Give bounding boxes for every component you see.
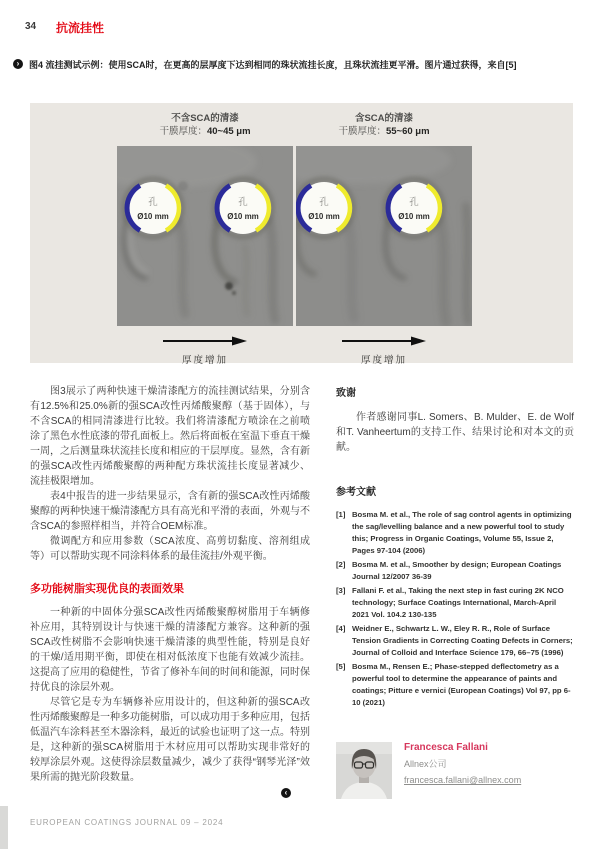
reference-text: Weidner E., Schwartz L. W., Eley R. R., Role of Surface Tension Gradients in Correcting Coating Defects in Corners; Journal of Colloid and Interface Science 179, 66–75 (1996) [352, 624, 573, 657]
thickness-arrow-block-right [296, 333, 472, 366]
hole-marker [214, 179, 272, 237]
acknowledgement-title: 致谢 [336, 388, 356, 399]
journal-footer: EUROPEAN COATINGS JOURNAL 09 – 2024 [30, 818, 224, 827]
reference-text: Bosma M. et al., Smoother by design; European Coatings Journal 12/2007 36-39 [352, 560, 562, 581]
reference-text: Fallani F. et al., Taking the next step in fast curing 2K NCO technology; Surface Coatings International, March-April 2021 Vol. 104.2 130-135 [352, 586, 564, 619]
reference-item [336, 661, 574, 709]
author-photo [336, 742, 392, 799]
figure-caption: 图4 流挂测试示例：使用SCA时，在更高的层厚度下达到相同的珠状流挂长度，且珠状流挂更平滑。图片通过获得，来自[5] [29, 60, 517, 70]
thickness-label: 干膜厚度： [338, 126, 386, 137]
article-right-column [336, 384, 574, 711]
arrow-label: 厚度增加 [181, 355, 228, 366]
sag-test-photo-with-sca [296, 146, 472, 326]
thickness-value: 40~45 μm [206, 126, 251, 137]
arrow-label: 厚度增加 [360, 355, 407, 366]
article-subheading: 多功能树脂实现优良的表面效果 [30, 583, 184, 595]
body-paragraph: 微调配方和应用参数（SCA浓度、高剪切黏度、溶剂组成等）可以帮助实现不同涂料体系的最佳流挂/外观平衡。 [30, 536, 310, 562]
reference-text: Bosma M. et al., The role of sag control agents in optimizing the sag/levelling balance and a new powerful tool to study this; Progress in Organic Coatings, Volume 55, Issue 2, Pages 97-104 (2006) [352, 510, 572, 555]
reference-number: [2] [336, 560, 346, 569]
hole-marker [296, 179, 353, 237]
hole-marker [385, 179, 443, 237]
body-paragraph: 表4中报告的进一步结果显示，含有新的强SCA改性丙烯酸聚醇的两种快速干燥清漆配方具有高光和平滑的表面，外观与不含SCA的参照样相当，并符合OEM标准。 [30, 491, 310, 532]
page-edge-mark [0, 806, 8, 849]
reference-item [336, 509, 574, 557]
reference-item [336, 559, 574, 583]
reference-text: Bosma M., Rensen E.; Phase-stepped deflectometry as a powerful tool to determine the appearance of paints and coatings; Pitture e vernici (European Coatings) Vol 97, pp 6-10 (2021) [352, 662, 571, 707]
thickness-label: 干膜厚度： [159, 126, 207, 137]
figure-4 [30, 103, 573, 366]
panel-thickness [264, 125, 504, 138]
references-title: 参考文献 [336, 487, 376, 498]
chevron-right-circle-icon: › [13, 59, 23, 69]
right-arrow-icon [342, 336, 426, 346]
panel-title: 含SCA的清漆 [354, 113, 414, 124]
author-email-link[interactable]: francesca.fallani@allnex.com [404, 775, 522, 785]
hole-marker [124, 179, 182, 237]
end-of-article-icon: ‹ [281, 788, 291, 798]
thickness-value: 55~60 μm [385, 126, 430, 137]
author-info [404, 742, 521, 799]
panel-header-with-sca [264, 112, 504, 138]
reference-number: [4] [336, 624, 346, 633]
author-company: Allnex公司 [404, 759, 447, 769]
reference-number: [1] [336, 510, 346, 519]
author-card [336, 742, 521, 799]
body-paragraph: 尽管它是专为车辆修补应用设计的，但这种新的强SCA改性丙烯酸聚醇是一种多功能树脂，可以成功用于多种应用，包括低温汽车涂料甚至木器涂料，最近的试验也证明了这一点。特别是，这种新的强SCA树脂用于木材应用可以帮助实现非常好的较厚涂层外观。这使得涂层数量减少，减少了获得“钢琴光泽”效果所需的抛光阶段数量。 [30, 697, 310, 783]
page-number: 34 [25, 21, 37, 32]
body-paragraph: 一种新的中固体分强SCA改性丙烯酸聚醇树脂用于车辆修补应用，其特别设计与快速干燥的清漆配方兼容。这种新的强SCA改性树脂不会影响快速干燥清漆的典型性能，特别是良好的干燥/适用期平衡，即使在相对低浓度下也能有效减少流挂。这提高了应用的稳健性，节省了修补车间的时间和能源，同时保持优良的涂层外观。 [30, 607, 310, 693]
thickness-arrow-block-left [117, 333, 293, 366]
figure-caption-row [13, 59, 591, 71]
reference-number: [3] [336, 586, 346, 595]
right-arrow-icon [163, 336, 247, 346]
section-title: 抗流挂性 [56, 21, 105, 35]
reference-item [336, 623, 574, 659]
sag-test-photo-no-sca [117, 146, 293, 326]
body-paragraph: 图3展示了两种快速干燥清漆配方的流挂测试结果，分别含有12.5%和25.0%新的强SCA改性丙烯酸聚醇（基于固体），与不含SCA的相同清漆进行比较。我们将清漆配方喷涂在之前喷涂了黑色水性底漆的带孔面板上。然后将面板在室温下垂直干燥一周，之后测量珠状流挂长度和相应的干层厚度。显然，含有新的强SCA改性丙烯酸聚醇的两种配方珠状流挂长度显著减少、流挂极限增加。 [30, 386, 310, 487]
reference-number: [5] [336, 662, 346, 671]
panel-title: 不含SCA的清漆 [171, 113, 239, 124]
article-left-column [30, 384, 310, 785]
reference-item [336, 585, 574, 621]
acknowledgement-text: 作者感谢同事L. Somers、B. Mulder、E. de Wolf和T. Vanheertum的支持工作、结果讨论和对本文的贡献。 [336, 412, 574, 453]
author-name: Francesca Fallani [404, 742, 488, 753]
